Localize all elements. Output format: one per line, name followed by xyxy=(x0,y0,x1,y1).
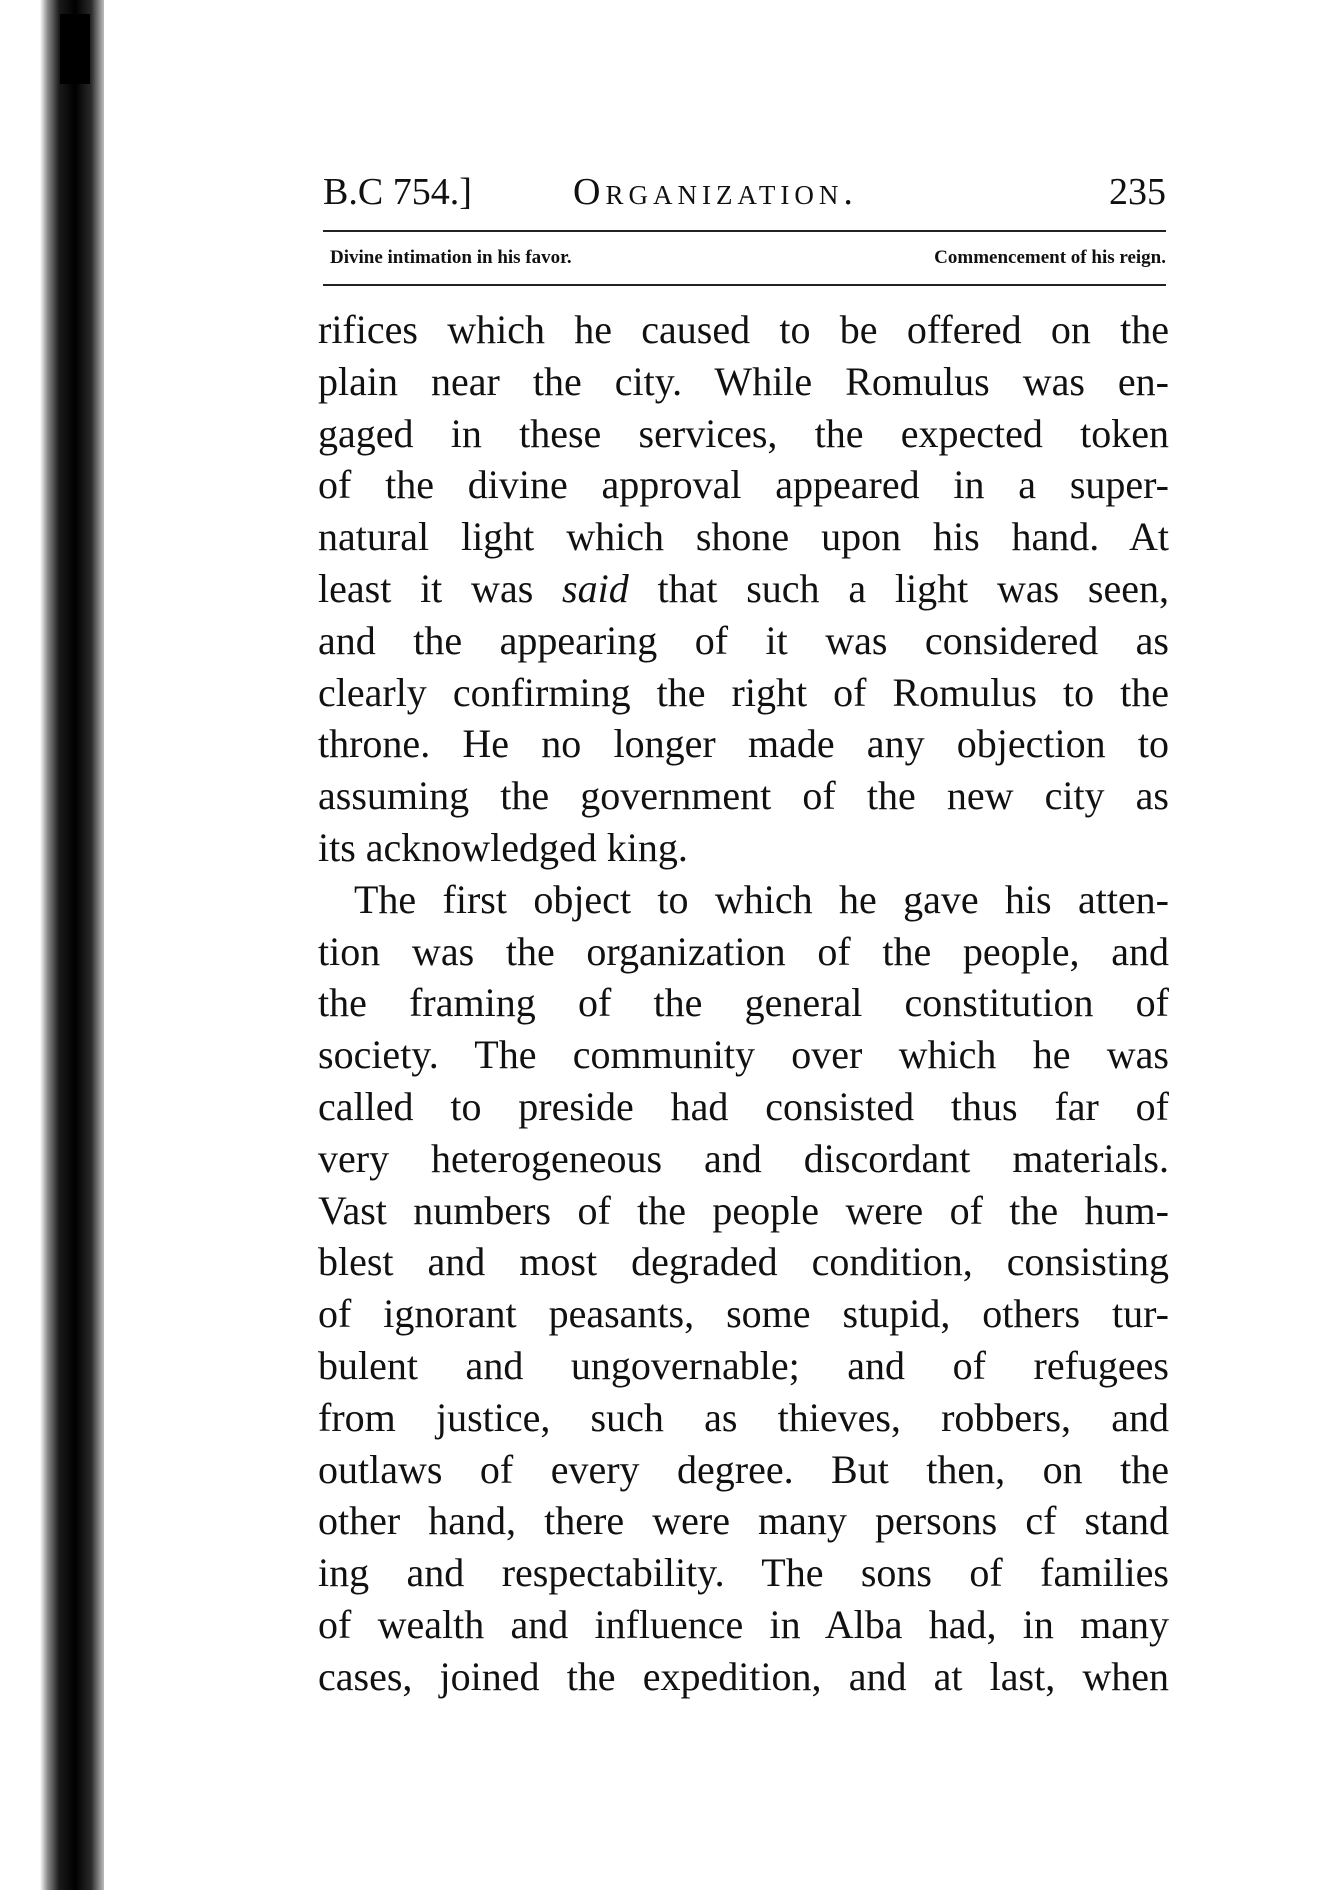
text-line: of ignorant peasants, some stupid, others tur- xyxy=(318,1291,1169,1337)
text-line: of the divine approval appeared in a super- xyxy=(318,462,1169,508)
text-line: society. The community over which he was xyxy=(318,1032,1169,1078)
book-spine-edge xyxy=(60,14,90,84)
text-line: bulent and ungovernable; and of refugees xyxy=(318,1342,1169,1388)
header-rule-bottom xyxy=(323,284,1166,286)
body-text xyxy=(318,304,1169,1703)
text-line: other hand, there were many persons cf stand xyxy=(318,1498,1169,1544)
text-line: plain near the city. While Romulus was en- xyxy=(318,358,1169,404)
book-spine-shadow xyxy=(40,0,104,1890)
text-line: tion was the organization of the people, and xyxy=(318,928,1169,974)
text-line-start: least it was xyxy=(318,565,563,611)
text-line: The first object to which he gave his atten- xyxy=(354,876,1169,922)
text-line: the framing of the general constitution of xyxy=(318,980,1169,1026)
text-line-end: that such a light was seen, xyxy=(628,565,1169,611)
header-date: B.C 754.] xyxy=(323,171,472,213)
text-line xyxy=(318,563,1169,615)
text-line: Vast numbers of the people were of the hum- xyxy=(318,1187,1169,1233)
text-line: from justice, such as thieves, robbers, and xyxy=(318,1394,1169,1440)
text-line: natural light which shone upon his hand. At xyxy=(318,514,1169,560)
text-line: throne. He no longer made any objection to xyxy=(318,721,1169,767)
text-line: cases, joined the expedition, and at last, when xyxy=(318,1653,1169,1699)
text-line: assuming the government of the new city as xyxy=(318,773,1169,819)
header-title: Organization. xyxy=(573,171,858,213)
text-line: outlaws of every degree. But then, on the xyxy=(318,1446,1169,1492)
header-rule-top xyxy=(323,230,1166,232)
text-line: gaged in these services, the expected token xyxy=(318,410,1169,456)
text-line: ing and respectability. The sons of families xyxy=(318,1550,1169,1596)
text-line: of wealth and influence in Alba had, in many xyxy=(318,1601,1169,1647)
text-line: and the appearing of it was considered as xyxy=(318,617,1169,663)
page-number: 235 xyxy=(1109,171,1166,213)
italic-word: said xyxy=(562,565,629,611)
text-line: blest and most degraded condition, consisting xyxy=(318,1239,1169,1285)
sidenote-left: Divine intimation in his favor. xyxy=(330,247,572,268)
running-header xyxy=(323,162,1166,222)
sidenote-right: Commencement of his reign. xyxy=(934,247,1166,268)
text-line: called to preside had consisted thus far of xyxy=(318,1083,1169,1129)
text-line: very heterogeneous and discordant materials. xyxy=(318,1135,1169,1181)
text-line: its acknowledged king. xyxy=(318,824,688,870)
text-line: rifices which he caused to be offered on the xyxy=(318,307,1169,352)
text-line: clearly confirming the right of Romulus to the xyxy=(318,669,1169,715)
